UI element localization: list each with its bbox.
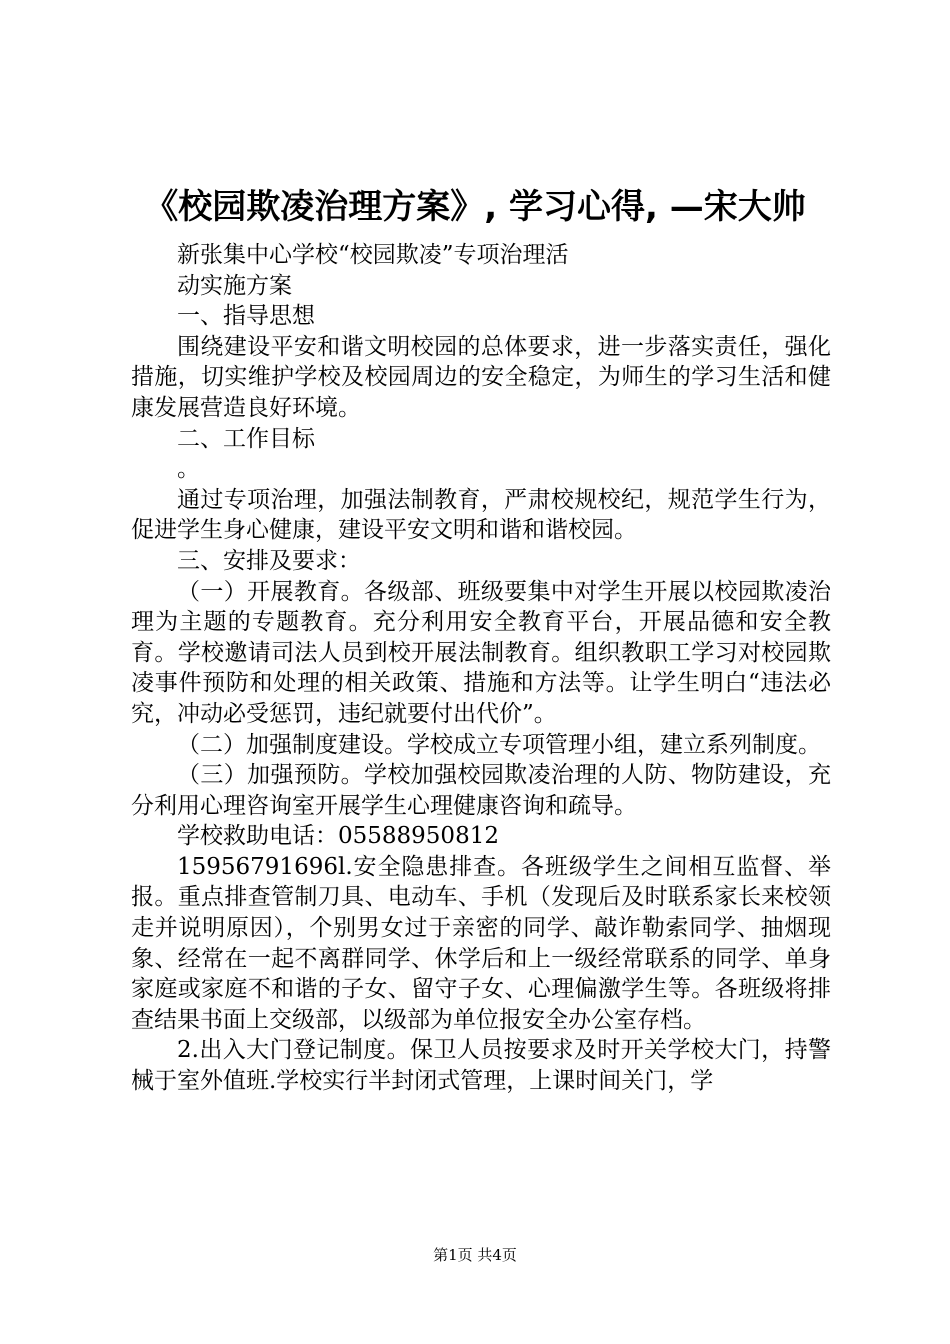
paragraph-guiding-ideology: 围绕建设平安和谐文明校园的总体要求，进一步落实责任，强化措施，切实维护学校及校园周边的安全稳定，为师生的学习生活和健康发展营造良好环境。 (131, 333, 831, 421)
paragraph-heading-line-2: 动实施方案 (177, 272, 292, 299)
paragraph-gate-registration: 2.出入大门登记制度。保卫人员按要求及时开关学校大门，持警械于室外值班.学校实行半封闭式管理，上课时间关门，学 (131, 1037, 831, 1095)
section-heading-guiding-ideology: 一、指导思想 (177, 303, 315, 330)
paragraph-heading-line-1: 新张集中心学校“校园欺凌”专项治理活 (177, 242, 569, 268)
paragraph-work-goals: 通过专项治理，加强法制教育，严肃校规校纪，规范学生行为，促进学生身心健康，建设平安文明和谐和谐校园。 (131, 486, 831, 544)
paragraph-education: （一）开展教育。各级部、班级要集中对学生开展以校园欺凌治理为主题的专题教育。充分利用安全教育平台，开展品德和安全教育。学校邀请司法人员到校开展法制教育。组织教职工学习对校园欺凌事件预防和处理的相关政策、措施和方法等。让学生明白“违法必究，冲动必受惩罚，违纪就要付出代价”。 (131, 578, 831, 727)
document-body (131, 240, 831, 1097)
section-heading-arrangements: 三、安排及要求： (177, 547, 361, 574)
document-title: 《校园欺凌治理方案》, 学习心得, —宋大帅 (144, 187, 806, 227)
paragraph-help-phone: 学校救助电话：05588950812 (177, 823, 499, 850)
paragraph-system-building: （二）加强制度建设。学校成立专项管理小组，建立系列制度。 (177, 731, 821, 758)
paragraph-hazard-check: 15956791696l.安全隐患排查。各班级学生之间相互监督、举报。重点排查管制刀具、电动车、手机（发现后及时联系家长来校领走并说明原因），个别男女过于亲密的同学、敲诈勒索同学、抽烟现象、经常在一起不离群同学、休学后和上一级经常联系的同学、单身家庭或家庭不和谐的子女、留守子女、心理偏激学生等。各班级将排查结果书面上交级部，以级部为单位报安全办公室存档。 (131, 853, 831, 1033)
page-footer: 第1页 共4页 (433, 1246, 517, 1264)
paragraph-period: 。 (177, 456, 200, 483)
paragraph-prevention: （三）加强预防。学校加强校园欺凌治理的人防、物防建设，充分利用心理咨询室开展学生心理健康咨询和疏导。 (131, 762, 831, 819)
section-heading-work-goals: 二、工作目标 (177, 425, 315, 452)
